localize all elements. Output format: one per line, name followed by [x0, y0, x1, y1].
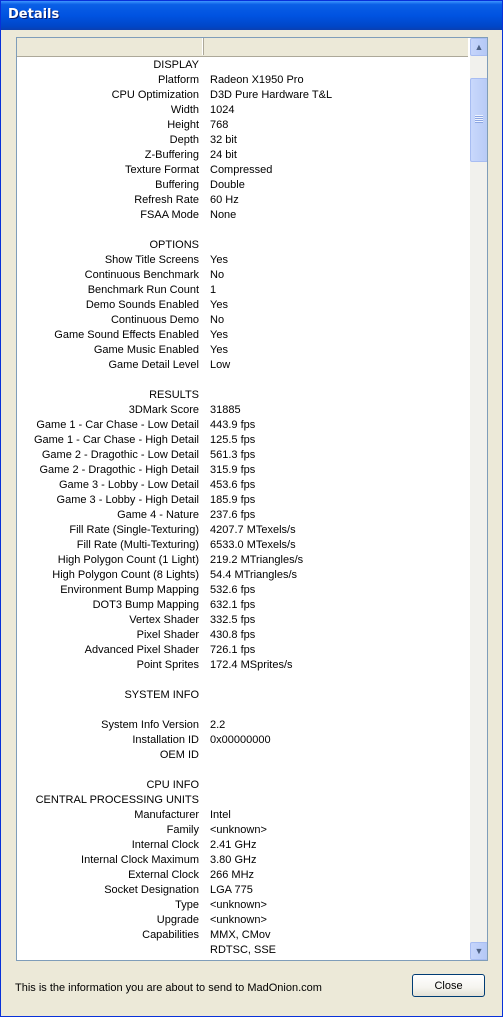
item-label: Game Detail Level [108, 359, 199, 371]
list-item[interactable] [17, 163, 468, 178]
item-value: Yes [210, 254, 228, 266]
item-label: External Clock [128, 869, 199, 881]
item-value: LGA 775 [210, 884, 253, 896]
list-item[interactable] [17, 628, 468, 643]
item-value: Low [210, 359, 231, 371]
list-item[interactable] [17, 583, 468, 598]
item-value: <unknown> [210, 899, 267, 911]
list-item[interactable] [17, 508, 468, 523]
list-item[interactable] [17, 388, 468, 403]
item-value: 532.6 fps [210, 584, 256, 596]
list-item[interactable] [17, 268, 468, 283]
item-value: Yes [210, 329, 228, 341]
item-label: Width [170, 104, 199, 116]
item-value: Intel [210, 809, 231, 821]
item-value: 430.8 fps [210, 629, 256, 641]
item-label: Installation ID [132, 734, 199, 746]
item-value: 561.3 fps [210, 449, 256, 461]
item-label: Type [175, 899, 199, 911]
item-label: Buffering [155, 179, 199, 191]
list-item[interactable] [17, 643, 468, 658]
column-header-name[interactable] [17, 38, 204, 55]
list-item[interactable] [17, 568, 468, 583]
list-item[interactable] [17, 823, 468, 838]
item-label: CPU Optimization [111, 89, 199, 101]
item-label: Internal Clock Maximum [81, 854, 199, 866]
list-item[interactable] [17, 223, 468, 238]
item-label: Platform [158, 74, 199, 86]
item-value: D3D Pure Hardware T&L [210, 89, 333, 101]
item-label: CENTRAL PROCESSING UNITS [35, 794, 199, 806]
item-value: Yes [210, 344, 228, 356]
item-label: DOT3 Bump Mapping [92, 599, 199, 611]
item-value: 1 [210, 284, 217, 296]
item-value: None [210, 209, 237, 221]
item-label: Fill Rate (Single-Texturing) [69, 524, 199, 536]
list-item[interactable] [17, 463, 468, 478]
list-item[interactable] [17, 868, 468, 883]
list-item[interactable] [17, 103, 468, 118]
list-item[interactable] [17, 418, 468, 433]
list-item[interactable] [17, 943, 468, 958]
item-value: 443.9 fps [210, 419, 256, 431]
list-item[interactable] [17, 133, 468, 148]
title-bar[interactable] [1, 1, 502, 30]
item-label: Fill Rate (Multi-Texturing) [76, 539, 199, 551]
item-value: 172.4 MSprites/s [210, 659, 293, 671]
item-value: 315.9 fps [210, 464, 256, 476]
list-item[interactable] [17, 193, 468, 208]
list-item[interactable] [17, 448, 468, 463]
item-label: Game 2 - Dragothic - Low Detail [41, 449, 199, 461]
item-label: DISPLAY [153, 59, 199, 71]
item-label: System Info Version [101, 719, 199, 731]
item-value: 60 Hz [210, 194, 239, 206]
scrollbar-thumb[interactable] [470, 78, 488, 162]
column-header-value[interactable] [205, 38, 468, 55]
window-title: Details [8, 7, 60, 22]
item-value: 1024 [210, 104, 235, 116]
item-value: 219.2 MTriangles/s [210, 554, 304, 566]
details-list[interactable] [16, 37, 488, 961]
item-value: 2.2 [210, 719, 226, 731]
list-item[interactable] [17, 343, 468, 358]
item-label: Depth [169, 134, 199, 146]
list-item[interactable] [17, 598, 468, 613]
list-item[interactable] [17, 178, 468, 193]
list-item[interactable] [17, 328, 468, 343]
list-item[interactable] [17, 298, 468, 313]
item-label: SYSTEM INFO [124, 689, 199, 701]
list-item[interactable] [17, 898, 468, 913]
item-value: Radeon X1950 Pro [210, 74, 304, 86]
item-value: Double [210, 179, 245, 191]
list-item[interactable] [17, 403, 468, 418]
list-item[interactable] [17, 208, 468, 223]
item-label: OPTIONS [149, 239, 199, 251]
item-label: Game 3 - Lobby - Low Detail [58, 479, 199, 491]
item-value: 185.9 fps [210, 494, 256, 506]
list-item[interactable] [17, 913, 468, 928]
item-value: 332.5 fps [210, 614, 256, 626]
item-value: 2.41 GHz [210, 839, 257, 851]
item-label: Refresh Rate [134, 194, 199, 206]
item-label: Height [167, 119, 199, 131]
item-label: 3DMark Score [128, 404, 199, 416]
list-item[interactable] [17, 373, 468, 388]
item-value: Compressed [210, 164, 273, 176]
list-item[interactable] [17, 73, 468, 88]
list-item[interactable] [17, 313, 468, 328]
list-item[interactable] [17, 928, 468, 943]
item-label: Game 4 - Nature [117, 509, 199, 521]
list-item[interactable] [17, 808, 468, 823]
item-label: OEM ID [159, 749, 199, 761]
item-value: <unknown> [210, 824, 267, 836]
list-item[interactable] [17, 493, 468, 508]
item-value: 237.6 fps [210, 509, 256, 521]
item-label: Show Title Screens [104, 254, 199, 266]
list-item[interactable] [17, 538, 468, 553]
list-item[interactable] [17, 688, 468, 703]
list-item[interactable] [17, 433, 468, 448]
list-rows [17, 58, 468, 958]
list-item[interactable] [17, 148, 468, 163]
item-value: 0x00000000 [210, 734, 271, 746]
list-item[interactable] [17, 748, 468, 763]
item-label: CPU INFO [146, 779, 199, 791]
item-label: Internal Clock [131, 839, 199, 851]
item-label: Continuous Demo [110, 314, 199, 326]
item-label: Texture Format [125, 164, 199, 176]
list-item[interactable] [17, 283, 468, 298]
item-value: 4207.7 MTexels/s [210, 524, 296, 536]
item-value: 32 bit [210, 134, 237, 146]
item-label: Advanced Pixel Shader [84, 644, 199, 656]
item-value: 3.80 GHz [210, 854, 257, 866]
list-item[interactable] [17, 853, 468, 868]
item-label: Benchmark Run Count [87, 284, 199, 296]
item-value: 125.5 fps [210, 434, 256, 446]
item-value: Yes [210, 299, 228, 311]
item-label: Game 2 - Dragothic - High Detail [39, 464, 199, 476]
list-item[interactable] [17, 883, 468, 898]
item-label: High Polygon Count (8 Lights) [52, 569, 199, 581]
item-value: No [210, 314, 225, 326]
list-item[interactable] [17, 118, 468, 133]
item-value: 24 bit [210, 149, 237, 161]
item-label: Environment Bump Mapping [60, 584, 199, 596]
item-label: Game Sound Effects Enabled [54, 329, 199, 341]
list-header [17, 38, 468, 57]
thumb-grip-icon [475, 115, 483, 123]
item-value: 632.1 fps [210, 599, 256, 611]
item-value: <unknown> [210, 914, 267, 926]
item-label: Game Music Enabled [93, 344, 199, 356]
item-value: MMX, CMov [210, 929, 271, 941]
list-item[interactable] [17, 673, 468, 688]
list-item[interactable] [17, 793, 468, 808]
item-label: Game 3 - Lobby - High Detail [56, 494, 199, 506]
item-value: RDTSC, SSE [210, 944, 277, 956]
list-item[interactable] [17, 58, 468, 73]
list-item[interactable] [17, 718, 468, 733]
list-item[interactable] [17, 733, 468, 748]
item-label: Game 1 - Car Chase - Low Detail [36, 419, 199, 431]
item-label: Continuous Benchmark [84, 269, 199, 281]
item-value: 726.1 fps [210, 644, 256, 656]
list-item[interactable] [17, 778, 468, 793]
list-item[interactable] [17, 553, 468, 568]
item-value: 266 MHz [210, 869, 255, 881]
list-item[interactable] [17, 838, 468, 853]
item-label: Upgrade [156, 914, 199, 926]
scroll-down-arrow-icon[interactable]: ▼ [470, 942, 488, 960]
item-label: RESULTS [149, 389, 199, 401]
item-label: Vertex Shader [129, 614, 199, 626]
list-item[interactable] [17, 613, 468, 628]
item-label: FSAA Mode [140, 209, 199, 221]
item-label: Socket Designation [104, 884, 199, 896]
list-item[interactable] [17, 253, 468, 268]
close-button[interactable]: Close [412, 974, 485, 997]
list-item[interactable] [17, 478, 468, 493]
list-item[interactable] [17, 703, 468, 718]
item-label: Capabilities [142, 929, 199, 941]
item-value: 768 [210, 119, 229, 131]
item-value: 54.4 MTriangles/s [210, 569, 298, 581]
item-label: Manufacturer [134, 809, 199, 821]
item-label: Pixel Shader [136, 629, 199, 641]
item-label: Point Sprites [136, 659, 199, 671]
item-value: 6533.0 MTexels/s [210, 539, 296, 551]
item-value: 453.6 fps [210, 479, 256, 491]
list-item[interactable] [17, 88, 468, 103]
item-label: Family [166, 824, 199, 836]
item-value: No [210, 269, 225, 281]
list-item[interactable] [17, 523, 468, 538]
item-label: Demo Sounds Enabled [85, 299, 199, 311]
scroll-up-arrow-icon[interactable]: ▲ [470, 38, 488, 56]
list-item[interactable] [17, 658, 468, 673]
list-item[interactable] [17, 763, 468, 778]
item-label: Game 1 - Car Chase - High Detail [33, 434, 199, 446]
list-item[interactable] [17, 238, 468, 253]
item-label: High Polygon Count (1 Light) [57, 554, 199, 566]
item-label: Z-Buffering [144, 149, 199, 161]
vertical-scrollbar[interactable] [470, 38, 487, 960]
info-text: This is the information you are about to send to MadOnion.com [15, 982, 322, 994]
list-item[interactable] [17, 358, 468, 373]
item-value: 31885 [210, 404, 241, 416]
